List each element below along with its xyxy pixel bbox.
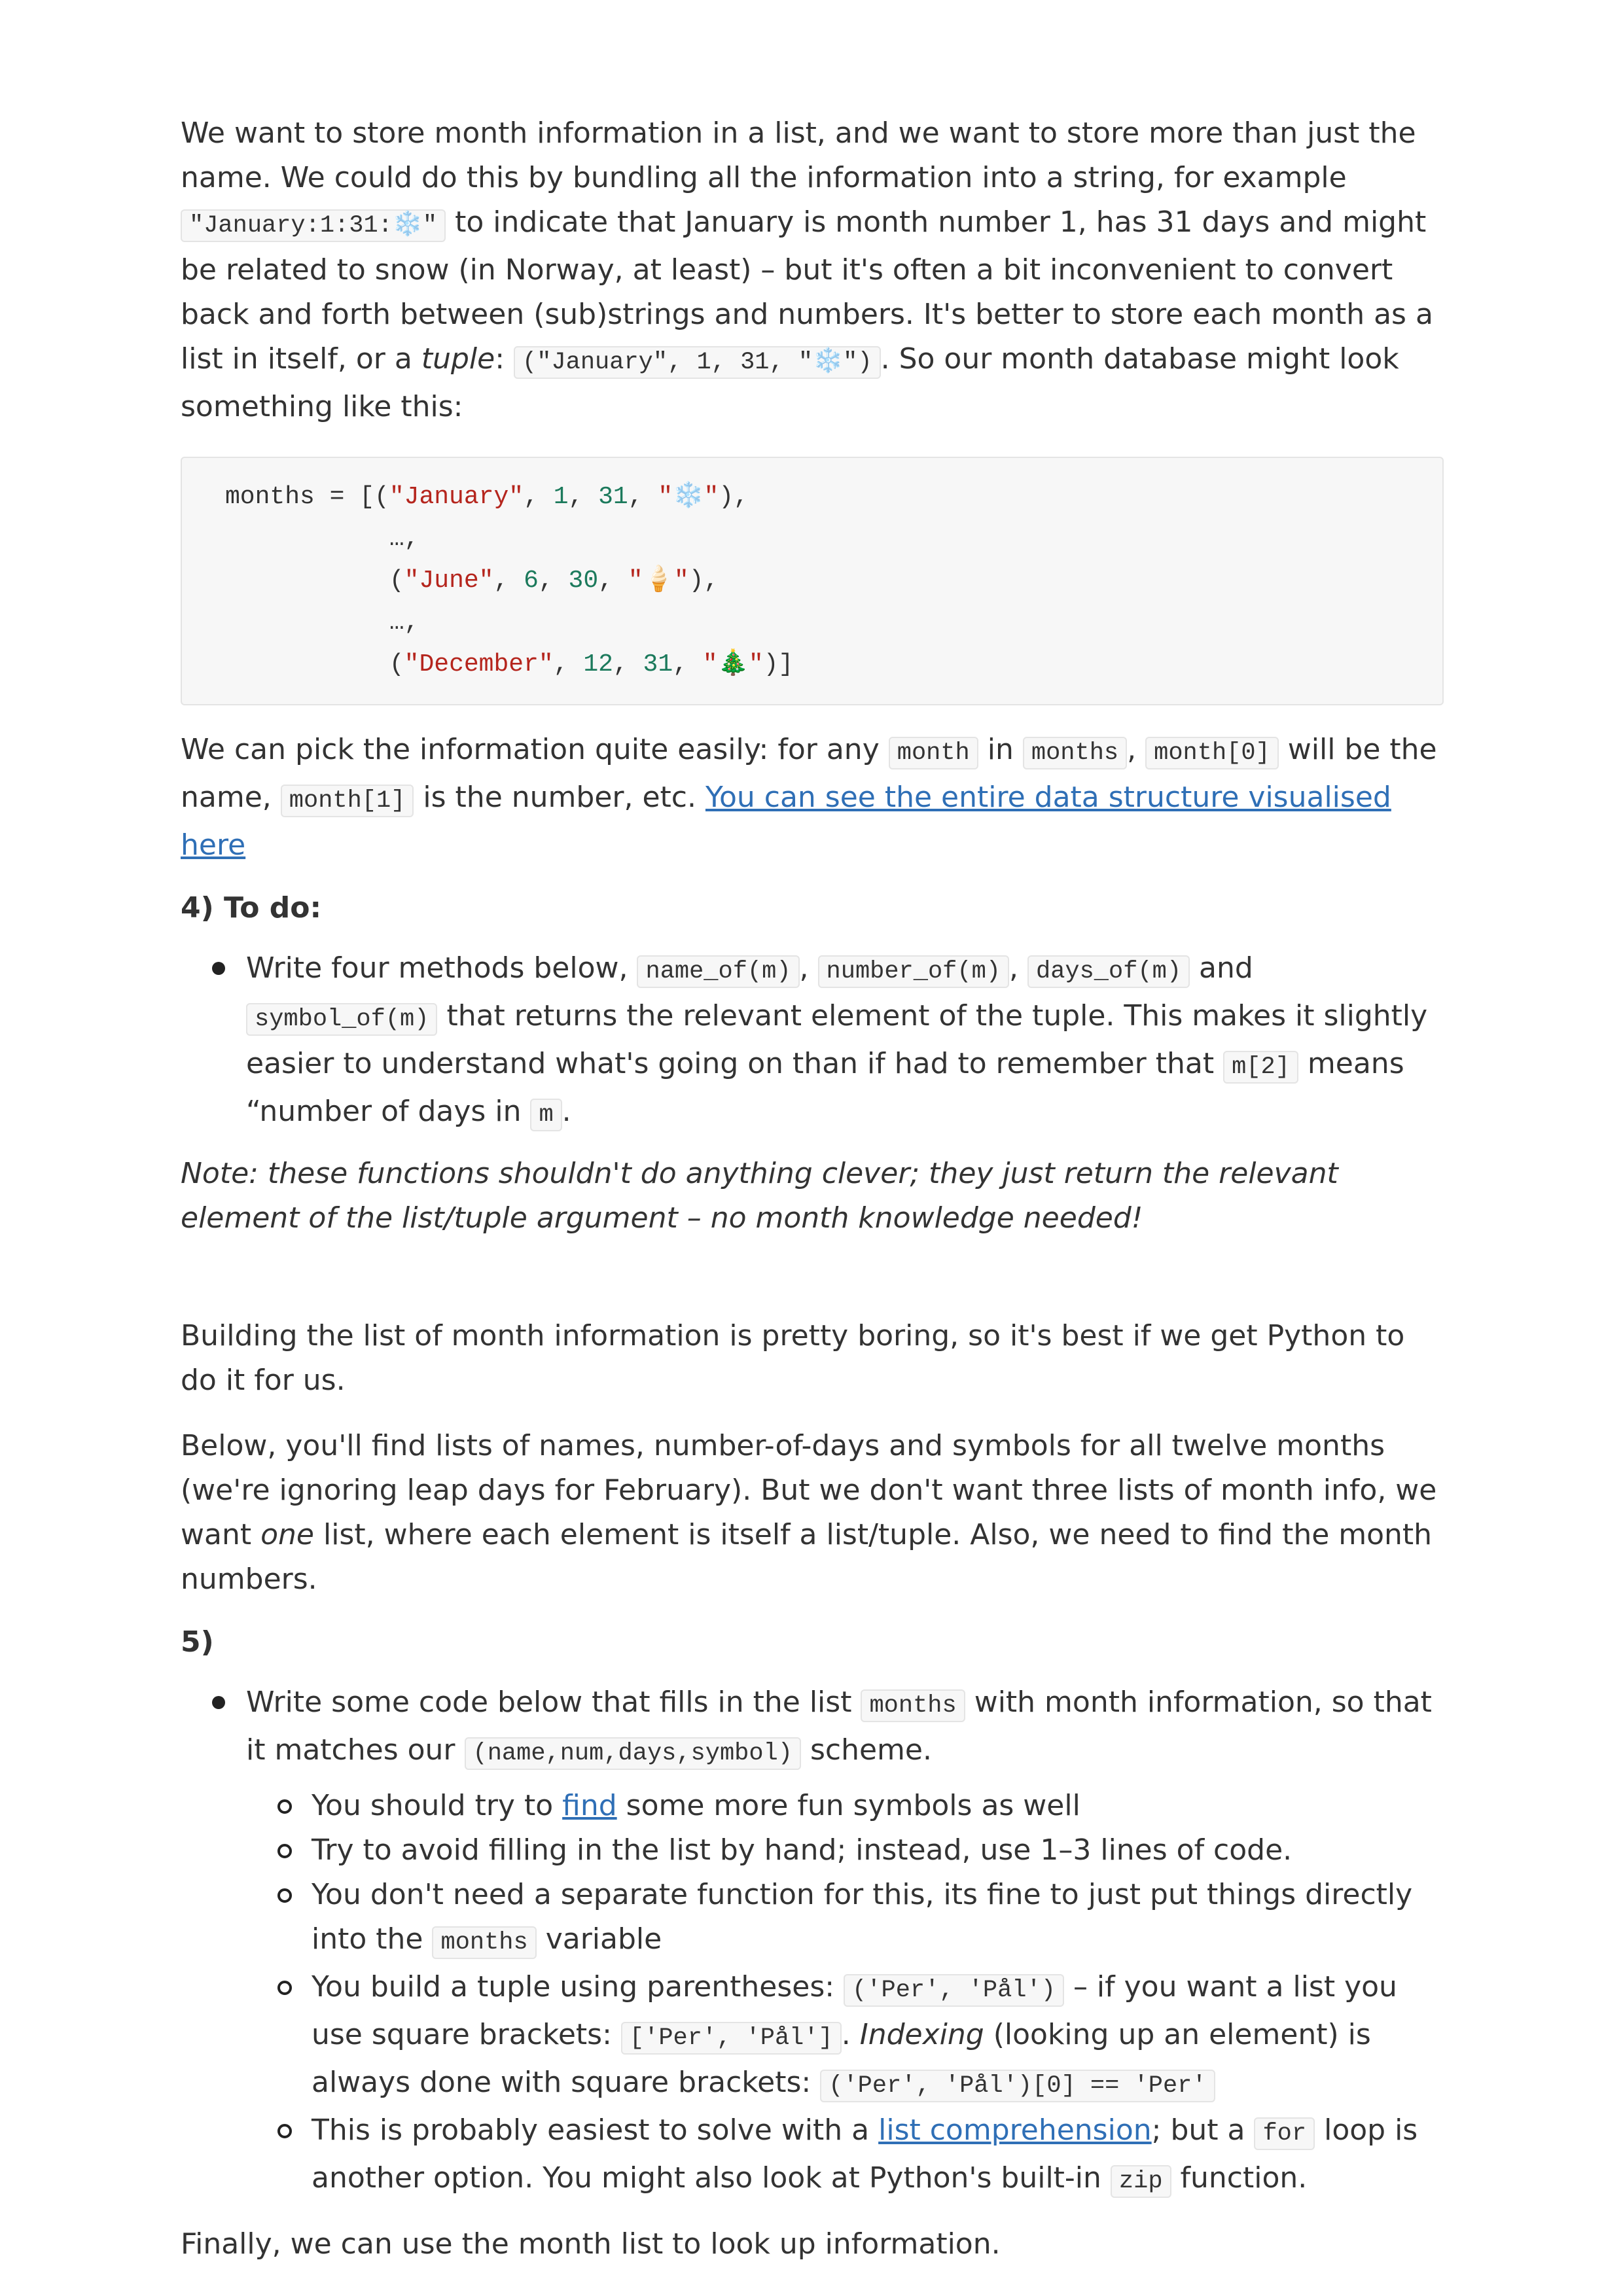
- todo-5-sublist: [246, 1784, 1444, 2204]
- inline-code-month: month: [889, 737, 978, 769]
- final-paragraph: Finally, we can use the month list to look up information.: [181, 2227, 1001, 2261]
- inline-code-number-of: number_of(m): [818, 955, 1009, 988]
- todo-4-list: [181, 946, 1444, 1137]
- inline-code-months-variable: months: [432, 1926, 536, 1959]
- inline-code-month-0: month[0]: [1145, 737, 1279, 769]
- code-block-months: [181, 457, 1444, 705]
- list-item: You build a tuple using parentheses: ('Per', 'Pål') – if you want a list you use square brackets: ['Per', 'Pål'] . Indexing (looking up an element) is always done with square brackets: ('Per', 'Pål')[0] == 'Per': [312, 1965, 1444, 2108]
- inline-code-for: for: [1254, 2117, 1315, 2150]
- inline-code-days-of: days_of(m): [1027, 955, 1190, 988]
- list-item: Try to avoid filling in the list by hand; instead, use 1–3 lines of code.: [312, 1828, 1444, 1873]
- code-line-december: ("December", 12, 31, "🎄")]: [389, 650, 794, 679]
- emphasis-tuple: tuple: [421, 342, 495, 376]
- building-paragraph-2: Below, you'll find lists of names, number-of-days and symbols for all twelve months (we're ignoring leap days for February). But we don't want three lists of month info, we want one list, where each element is itself a list/tuple. Also, we need to find the month numbers.: [181, 1429, 1437, 1596]
- list-item: This is probably easiest to solve with a list comprehension; but a for loop is another option. You might also look at Python's built-in zip function.: [312, 2108, 1444, 2204]
- list-item: You should try to find some more fun symbols as well: [312, 1784, 1444, 1828]
- inline-code-tuple-example: ('Per', 'Pål'): [844, 1974, 1064, 2007]
- code-line-ellipsis: …,: [389, 609, 419, 637]
- inline-code-january-tuple: ("January", 1, 31, "❄️"): [514, 346, 881, 379]
- inline-code-scheme: (name,num,days,symbol): [465, 1737, 801, 1770]
- visualised-link[interactable]: You can see the entire data structure visualised here: [181, 781, 1391, 862]
- list-comprehension-link[interactable]: list comprehension: [878, 2113, 1152, 2147]
- building-paragraph-1: Building the list of month information is pretty boring, so it's best if we get Python to do it for us.: [181, 1319, 1405, 1397]
- inline-code-zip: zip: [1111, 2165, 1171, 2198]
- code-line-june: ("June", 6, 30, "🍦"),: [389, 567, 719, 595]
- inline-code-january-string: "January:1:31:❄️": [181, 209, 446, 242]
- inline-code-list-example: ['Per', 'Pål']: [621, 2022, 842, 2055]
- todo-5-heading: 5): [181, 1625, 214, 1659]
- todo-5-list: [181, 1680, 1444, 2204]
- inline-code-symbol-of: symbol_of(m): [246, 1003, 437, 1036]
- inline-code-month-1: month[1]: [281, 785, 414, 817]
- list-item: Write some code below that fills in the list months with month information, so that it matches our (name,num,days,symbol) scheme. You should try to find some more fun symbols as well Try to avoid filling in the list by hand; instead, use 1–3 lines of code. You don't need a separate function for this, its fine to just put things directly into the months variable You build a tuple using parentheses: ('Per', 'Pål') – if you want a list you use square brackets: ['Per', 'Pål'] . Indexing (looking up an element) is always done with square brackets: ('Per', 'Pål')[0] == 'Per' This is probably easiest to solve with a list comprehension; but a for loop is another option. You might also look at Python's built-in zip function.: [246, 1680, 1444, 2204]
- code-line-january: months = [("January", 1, 31, "❄️"),: [225, 483, 749, 511]
- note-paragraph: Note: these functions shouldn't do anything clever; they just return the relevant element of the list/tuple argument – no month knowledge needed!: [181, 1157, 1338, 1235]
- inline-code-months-list: months: [861, 1689, 965, 1722]
- inline-code-indexing-example: ('Per', 'Pål')[0] == 'Per': [820, 2070, 1215, 2102]
- list-item: You don't need a separate function for this, its fine to just put things directly into the months variable: [312, 1873, 1444, 1965]
- inline-code-months: months: [1023, 737, 1127, 769]
- inline-code-m2: m[2]: [1223, 1051, 1298, 1084]
- find-link[interactable]: find: [562, 1789, 617, 1822]
- inline-code-m: m: [530, 1099, 562, 1131]
- list-item: Write four methods below, name_of(m) , number_of(m) , days_of(m) and symbol_of(m) that returns the relevant element of the tuple. This makes it slightly easier to understand what's going on than if had to remember that m[2] means “number of days in m .: [246, 946, 1444, 1137]
- document-page: [181, 111, 1444, 2267]
- code-line-ellipsis: …,: [389, 525, 419, 553]
- pick-paragraph: We can pick the information quite easily: for any month in months , month[0] will be the name, month[1] is the number, etc. You can see the entire data structure visualised here: [181, 733, 1437, 862]
- todo-4-heading: 4) To do:: [181, 891, 322, 925]
- inline-code-name-of: name_of(m): [637, 955, 799, 988]
- intro-paragraph: We want to store month information in a list, and we want to store more than just the name. We could do this by bundling all the information into a string, for example "January:1:31:❄️" to indicate that January is month number 1, has 31 days and might be related to snow (in Norway, at least) – but it's often a bit inconvenient to convert back and forth between (sub)strings and numbers. It's better to store each month as a list in itself, or a tuple: ("January", 1, 31, "❄️") . So our month database might look something like this:: [181, 116, 1433, 423]
